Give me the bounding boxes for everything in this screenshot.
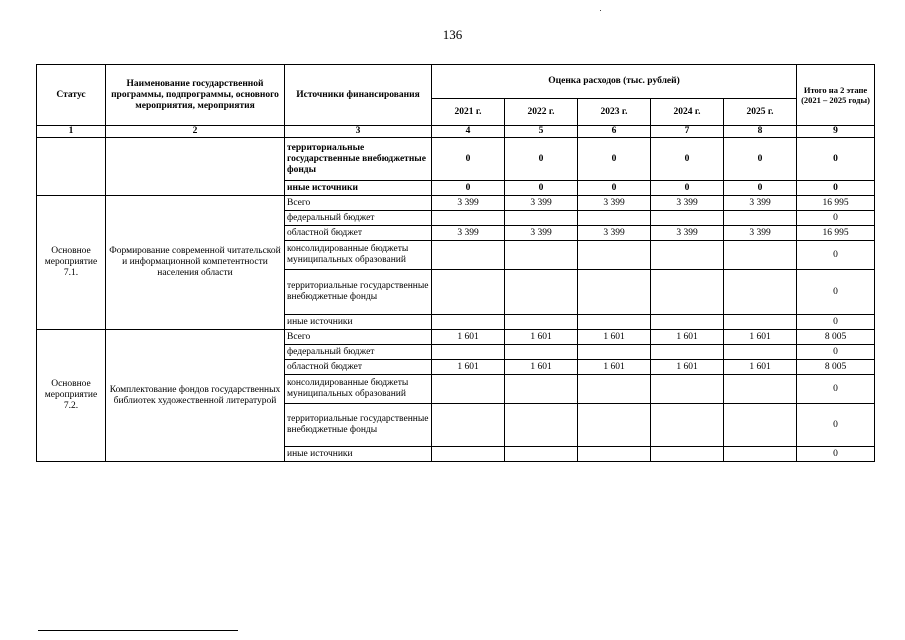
source-cell: областной бюджет (285, 226, 432, 241)
source-cell: территориальные государственные внебюджетные фонды (285, 138, 432, 181)
value-cell (578, 404, 651, 447)
header-year: 2022 г. (505, 99, 578, 126)
total-cell: 0 (797, 315, 875, 330)
value-cell: 0 (432, 181, 505, 196)
value-cell: 3 399 (505, 196, 578, 211)
header-total: Итого на 2 этапе (2021 – 2025 годы) (797, 65, 875, 126)
value-cell: 0 (651, 138, 724, 181)
value-cell: 3 399 (432, 196, 505, 211)
table-row (37, 196, 875, 211)
value-cell (578, 345, 651, 360)
column-number: 5 (505, 126, 578, 138)
value-cell (651, 270, 724, 315)
total-cell: 0 (797, 270, 875, 315)
header-name: Наименование государственной программы, подпрограммы, основного мероприятия, мероприятия (106, 65, 285, 126)
total-cell: 0 (797, 375, 875, 404)
budget-table (36, 64, 875, 462)
value-cell: 1 601 (724, 360, 797, 375)
source-cell: консолидированные бюджеты муниципальных образований (285, 241, 432, 270)
value-cell: 1 601 (651, 360, 724, 375)
value-cell (724, 315, 797, 330)
header-sources: Источники финансирования (285, 65, 432, 126)
total-cell: 0 (797, 211, 875, 226)
value-cell (505, 211, 578, 226)
value-cell: 3 399 (578, 226, 651, 241)
value-cell (651, 211, 724, 226)
source-cell: иные источники (285, 181, 432, 196)
status-cell: Основное мероприятие 7.1. (37, 196, 106, 330)
value-cell (724, 270, 797, 315)
value-cell (724, 345, 797, 360)
source-cell: территориальные государственные внебюджетные фонды (285, 270, 432, 315)
value-cell (724, 211, 797, 226)
value-cell (651, 241, 724, 270)
value-cell: 0 (505, 138, 578, 181)
value-cell (505, 375, 578, 404)
scan-speck (600, 10, 601, 11)
source-cell: территориальные государственные внебюджетные фонды (285, 404, 432, 447)
value-cell (432, 270, 505, 315)
value-cell (724, 447, 797, 462)
total-cell: 0 (797, 447, 875, 462)
page-number: 136 (442, 27, 463, 42)
column-number: 3 (285, 126, 432, 138)
source-cell: иные источники (285, 447, 432, 462)
value-cell (432, 211, 505, 226)
value-cell (432, 315, 505, 330)
value-cell (578, 241, 651, 270)
value-cell (432, 375, 505, 404)
value-cell (651, 375, 724, 404)
value-cell: 1 601 (578, 360, 651, 375)
column-number: 4 (432, 126, 505, 138)
source-cell: Всего (285, 330, 432, 345)
total-cell: 16 995 (797, 226, 875, 241)
column-number: 6 (578, 126, 651, 138)
value-cell: 0 (578, 138, 651, 181)
value-cell (505, 315, 578, 330)
value-cell: 3 399 (724, 226, 797, 241)
value-cell (651, 315, 724, 330)
value-cell (651, 447, 724, 462)
source-cell: федеральный бюджет (285, 211, 432, 226)
value-cell (578, 315, 651, 330)
total-cell: 0 (797, 241, 875, 270)
value-cell (578, 375, 651, 404)
total-cell: 0 (797, 138, 875, 181)
header-year: 2023 г. (578, 99, 651, 126)
header-year: 2024 г. (651, 99, 724, 126)
value-cell: 0 (724, 138, 797, 181)
value-cell (651, 404, 724, 447)
header-status: Статус (37, 65, 106, 126)
page-edge-line (38, 630, 238, 631)
total-cell: 8 005 (797, 330, 875, 345)
value-cell: 0 (578, 181, 651, 196)
total-cell: 0 (797, 345, 875, 360)
name-cell: Комплектование фондов государственных библиотек художественной литературой (106, 330, 285, 462)
value-cell (724, 241, 797, 270)
value-cell: 1 601 (651, 330, 724, 345)
value-cell: 3 399 (724, 196, 797, 211)
value-cell: 1 601 (505, 360, 578, 375)
value-cell (505, 270, 578, 315)
value-cell: 0 (505, 181, 578, 196)
status-cell: Основное мероприятие 7.2. (37, 330, 106, 462)
value-cell: 1 601 (578, 330, 651, 345)
header-estimate: Оценка расходов (тыс. рублей) (432, 65, 797, 99)
source-cell: Всего (285, 196, 432, 211)
total-cell: 0 (797, 181, 875, 196)
table-row (37, 330, 875, 345)
value-cell (724, 375, 797, 404)
column-number: 7 (651, 126, 724, 138)
value-cell (432, 345, 505, 360)
source-cell: иные источники (285, 315, 432, 330)
value-cell (432, 447, 505, 462)
value-cell: 3 399 (578, 196, 651, 211)
value-cell (505, 345, 578, 360)
value-cell (432, 404, 505, 447)
value-cell: 0 (724, 181, 797, 196)
header-year: 2021 г. (432, 99, 505, 126)
value-cell (578, 211, 651, 226)
name-cell: Формирование современной читательской и информационной компетентности населения области (106, 196, 285, 330)
source-cell: федеральный бюджет (285, 345, 432, 360)
value-cell: 1 601 (432, 360, 505, 375)
source-cell: областной бюджет (285, 360, 432, 375)
value-cell: 3 399 (651, 196, 724, 211)
value-cell: 3 399 (432, 226, 505, 241)
status-cell-empty (37, 138, 106, 196)
column-number: 8 (724, 126, 797, 138)
source-cell: консолидированные бюджеты муниципальных образований (285, 375, 432, 404)
total-cell: 0 (797, 404, 875, 447)
value-cell: 1 601 (724, 330, 797, 345)
column-number: 9 (797, 126, 875, 138)
column-number: 2 (106, 126, 285, 138)
value-cell: 0 (651, 181, 724, 196)
value-cell (578, 270, 651, 315)
name-cell-empty (106, 138, 285, 196)
value-cell (651, 345, 724, 360)
total-cell: 16 995 (797, 196, 875, 211)
value-cell (505, 404, 578, 447)
value-cell: 3 399 (505, 226, 578, 241)
total-cell: 8 005 (797, 360, 875, 375)
value-cell: 1 601 (432, 330, 505, 345)
value-cell (505, 241, 578, 270)
column-number: 1 (37, 126, 106, 138)
header-year: 2025 г. (724, 99, 797, 126)
value-cell (432, 241, 505, 270)
value-cell (505, 447, 578, 462)
table-row (37, 138, 875, 181)
value-cell: 0 (432, 138, 505, 181)
value-cell: 1 601 (505, 330, 578, 345)
value-cell (724, 404, 797, 447)
value-cell: 3 399 (651, 226, 724, 241)
value-cell (578, 447, 651, 462)
